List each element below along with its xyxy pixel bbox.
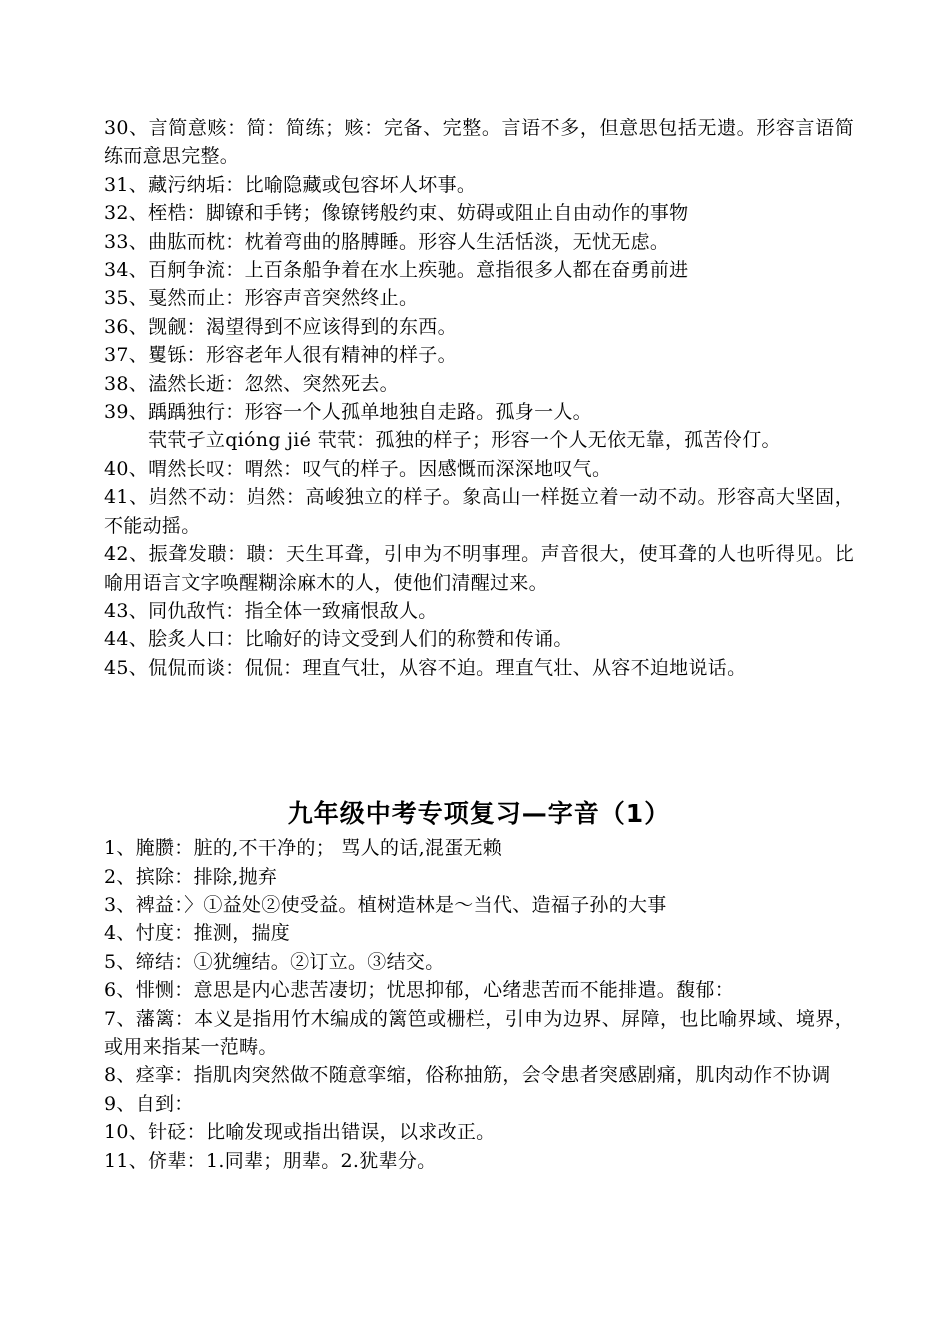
list-item: 39、踽踽独行：形容一个人孤单地独自走路。孤身一人。 — [104, 401, 592, 424]
list-item: 11、侪辈：1.同辈；朋辈。2.犹辈分。 — [104, 1149, 437, 1172]
list-item: 40、喟然长叹：喟然：叹气的样子。因感慨而深深地叹气。 — [104, 457, 612, 480]
list-item: 43、同仇敌忾：指全体一致痛恨敌人。 — [104, 599, 438, 622]
list-item: 33、曲肱而枕：枕着弯曲的胳膊睡。形容人生活恬淡，无忧无虑。 — [104, 230, 670, 253]
pronunciation-list — [104, 834, 854, 1175]
list-item-subentry: 茕茕孑立qióng jié 茕茕：孤独的样子；形容一个人无依无靠，孤苦伶仃。 — [148, 429, 781, 452]
list-item: 37、矍铄：形容老年人很有精神的样子。 — [104, 344, 457, 367]
list-item: 9、自到： — [104, 1092, 194, 1115]
list-item: 35、戛然而止：形容声音突然终止。 — [104, 287, 419, 310]
list-item: 6、悱恻：意思是内心悲苦凄切；忧思抑郁，心绪悲苦而不能排遣。馥郁： — [104, 979, 734, 1002]
section-spacer — [104, 682, 854, 796]
list-item: 5、缔结：①犹缠结。②订立。③结交。 — [104, 950, 445, 973]
list-item: 44、脍炙人口：比喻好的诗文受到人们的称赞和传诵。 — [104, 628, 573, 651]
list-item: 31、藏污纳垢：比喻隐藏或包容坏人坏事。 — [104, 173, 477, 196]
list-item: 38、溘然长逝：忽然、突然死去。 — [104, 372, 399, 395]
list-item: 42、振聋发聩：聩：天生耳聋，引申为不明事理。声音很大，使耳聋的人也听得见。比喻用语言文字唤醒糊涂麻木的人，使他们清醒过来。 — [104, 543, 854, 594]
list-item: 32、桎梏：脚镣和手铐；像镣铐般约束、妨碍或阻止自由动作的事物 — [104, 202, 689, 225]
document-body — [104, 114, 854, 1175]
list-item: 1、腌臜：脏的,不干净的； 骂人的话,混蛋无赖 — [104, 837, 503, 860]
list-item: 7、藩篱：本义是指用竹木编成的篱笆或栅栏，引申为边界、屏障，也比喻界域、境界，或用来指某一范畴。 — [104, 1007, 854, 1058]
list-item: 45、侃侃而谈：侃侃：理直气壮，从容不迫。理直气壮、从容不迫地说话。 — [104, 656, 747, 679]
section-title: 九年级中考专项复习—字音（1） — [287, 799, 671, 829]
list-item: 2、摈除：排除,抛弃 — [104, 865, 278, 888]
list-item: 8、痉挛：指肌肉突然做不随意挛缩，俗称抽筋，会令患者突感剧痛，肌肉动作不协调 — [104, 1064, 831, 1087]
list-item: 36、觊觎：渴望得到不应该得到的东西。 — [104, 315, 457, 338]
list-item: 30、言简意赅：简：简练；赅：完备、完整。言语不多，但意思包括无遗。形容言语简练而意思完整。 — [104, 117, 854, 168]
list-item: 41、岿然不动：岿然：高峻独立的样子。象高山一样挺立着一动不动。形容高大坚固，不能动摇。 — [104, 486, 854, 537]
list-item: 3、裨益：〉①益处②使受益。植树造林是～当代、造福子孙的大事 — [104, 893, 667, 916]
list-item: 10、针砭：比喻发现或指出错误，以求改正。 — [104, 1121, 496, 1144]
idiom-list — [104, 114, 854, 682]
list-item: 34、百舸争流：上百条船争着在水上疾驰。意指很多人都在奋勇前进 — [104, 259, 689, 282]
list-item: 4、忖度：推测，揣度 — [104, 922, 291, 945]
